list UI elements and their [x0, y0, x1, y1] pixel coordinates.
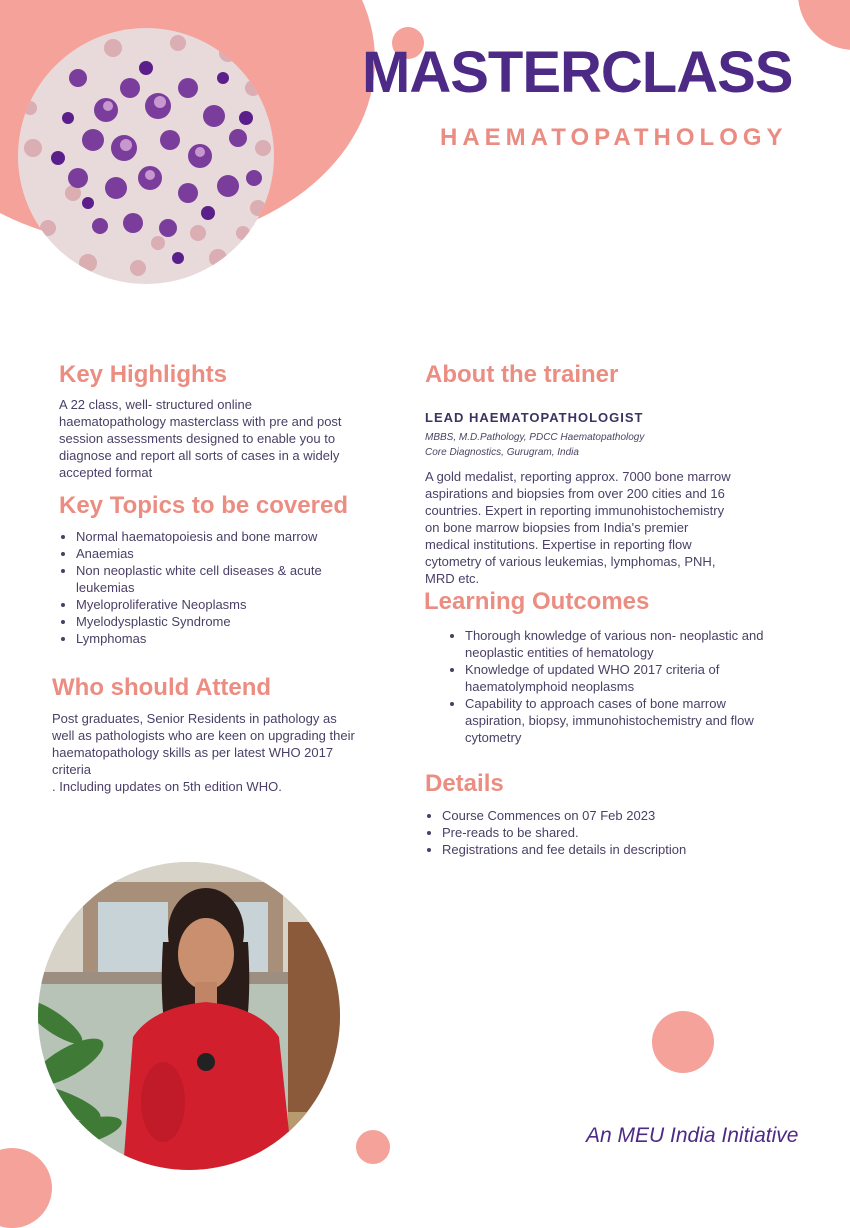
trainer-credentials [425, 430, 644, 460]
decorative-blob-top-right [798, 0, 850, 50]
details-item: • Registrations and fee details in description [442, 841, 752, 858]
who-should-attend-line-1: Post graduates, Senior Residents in pathology as well as pathologists who are keen on upgrading their haematopathology skills as per latest WHO 2017 criteria [52, 711, 355, 777]
key-topic-item: • Lymphomas [76, 630, 366, 647]
about-trainer-heading: About the trainer [425, 361, 619, 388]
decorative-blob-bottom-left [0, 1148, 52, 1228]
page-subtitle: HAEMATOPATHOLOGY [440, 124, 788, 151]
key-topic-item: • Anaemias [76, 545, 366, 562]
trainer-photo [38, 862, 340, 1170]
micrograph-image [18, 28, 274, 284]
page-title: MASTERCLASS [362, 40, 793, 105]
trainer-bio: A gold medalist, reporting approx. 7000 bone marrow aspirations and biopsies from over 200 cities and 16 countries. Expert in reporting immunohistochemistry on bone marrow biopsies from India's premier medical institutions. Expertise in reporting flow cytometry of various leukemias, lymphomas, PNH, MRD etc. [425, 469, 731, 586]
footer-tagline: An MEU India Initiative [586, 1124, 799, 1147]
learning-outcomes-list [449, 627, 765, 746]
key-topic-item: • Non neoplastic white cell diseases & acute leukemias [76, 562, 366, 596]
key-topic-item: • Myelodysplastic Syndrome [76, 613, 366, 630]
decorative-dot-bottom [356, 1130, 390, 1164]
learning-outcomes-heading: Learning Outcomes [424, 588, 650, 615]
trainer-affiliation: Core Diagnostics, Gurugram, India [425, 447, 579, 458]
details-heading: Details [425, 770, 504, 797]
trainer-qualifications: MBBS, M.D.Pathology, PDCC Haematopathology [425, 432, 645, 443]
details-item: • Course Commences on 07 Feb 2023 [442, 807, 752, 824]
who-should-attend-heading: Who should Attend [52, 674, 272, 701]
who-should-attend-line-2: . Including updates on 5th edition WHO. [52, 779, 282, 794]
trainer-role: LEAD HAEMATOPATHOLOGIST [425, 410, 644, 425]
learning-outcome-item: • Thorough knowledge of various non- neoplastic and neoplastic entities of hematology [465, 627, 765, 661]
key-topic-item: • Myeloproliferative Neoplasms [76, 596, 366, 613]
key-highlights-heading: Key Highlights [59, 361, 228, 388]
key-topics-heading: Key Topics to be covered [59, 492, 348, 519]
who-should-attend-text [52, 710, 362, 795]
learning-outcome-item: • Knowledge of updated WHO 2017 criteria of haematolymphoid neoplasms [465, 661, 765, 695]
key-topic-item: • Normal haematopoiesis and bone marrow [76, 528, 366, 545]
details-list [426, 807, 752, 858]
decorative-dot-middle-right [652, 1011, 714, 1073]
learning-outcome-item: • Capability to approach cases of bone marrow aspiration, biopsy, immunohistochemistry and flow cytometry [465, 695, 765, 746]
key-topics-list [60, 528, 366, 647]
key-highlights-text: A 22 class, well- structured online haematopathology masterclass with pre and post session assessments designed to enable you to diagnose and report all sorts of cases in a widely accepted format [59, 397, 342, 480]
details-item: • Pre-reads to be shared. [442, 824, 752, 841]
